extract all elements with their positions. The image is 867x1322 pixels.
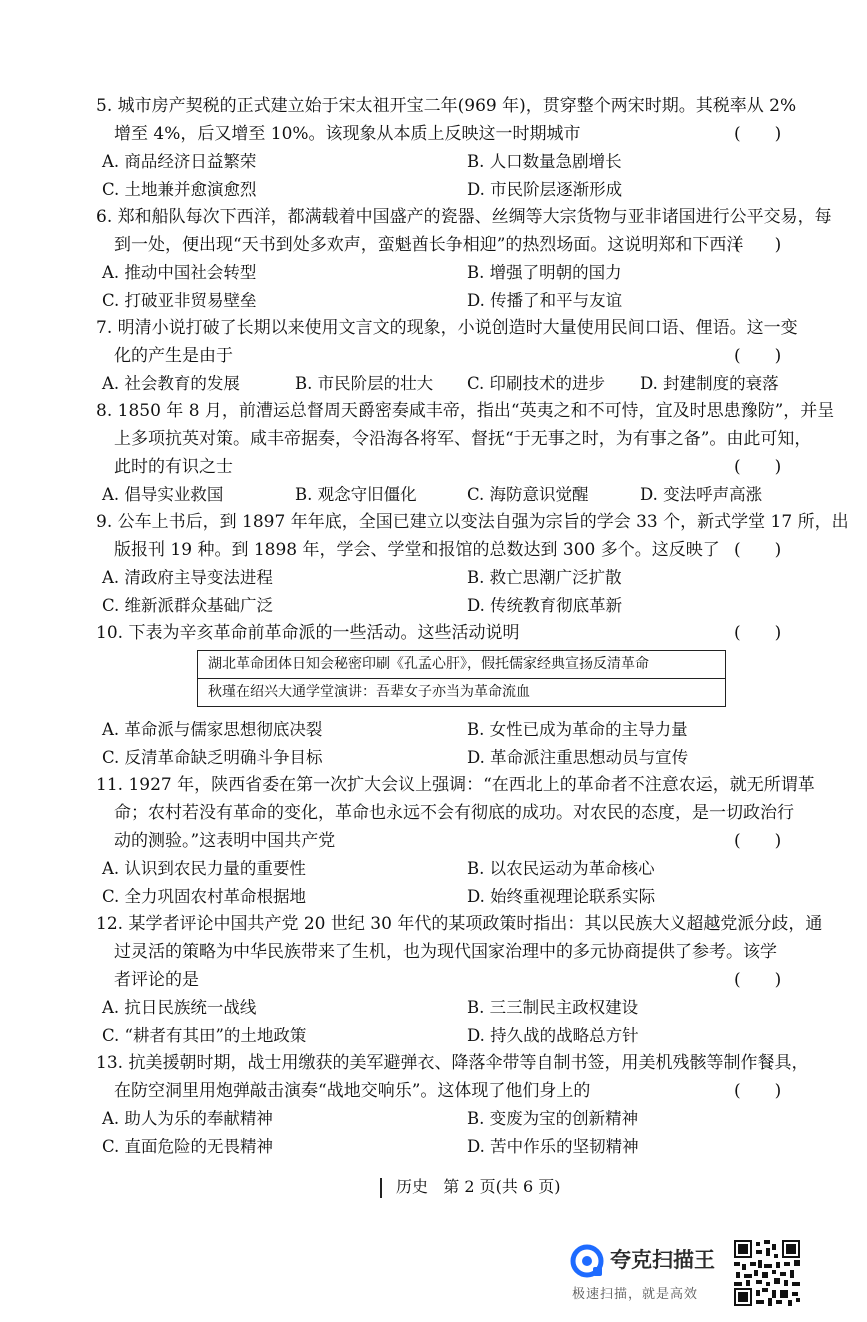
question-5-line-1: 5. 城市房产契税的正式建立始于宋太祖开宝二年(969 年)，贯穿整个两宋时期。其税率从 2%	[96, 96, 797, 116]
question-5-line-2: 增至 4%，后又增至 10%。该现象从本质上反映这一时期城市	[114, 124, 581, 144]
question-12-line-1: 12. 某学者评论中国共产党 20 世纪 30 年代的某项政策时指出：其以民族大义超越党派分歧，通	[96, 914, 823, 934]
option-a: A. 革命派与儒家思想彻底决裂	[102, 720, 323, 739]
option-d: D. 变法呼声高涨	[640, 485, 763, 504]
page-footer	[380, 1174, 560, 1198]
option-b: B. 三三制民主政权建设	[467, 998, 639, 1017]
option-b: B. 女性已成为革命的主导力量	[467, 720, 688, 739]
option-b: B. 增强了明朝的国力	[467, 263, 622, 282]
qr-code-icon	[734, 1240, 800, 1306]
question-7-line-1: 7. 明清小说打破了长期以来使用文言文的现象，小说创造时大量使用民间口语、俚语。这一变	[96, 318, 798, 338]
question-12-line-3: 者评论的是	[114, 970, 199, 990]
option-d: D. 始终重视理论联系实际	[467, 887, 656, 906]
answer-blank[interactable]: ( )	[734, 346, 782, 366]
question-13-line-2: 在防空洞里用炮弹敲击演奏“战地交响乐”。这体现了他们身上的	[114, 1081, 591, 1101]
option-d: D. 封建制度的衰落	[640, 374, 779, 393]
option-a: A. 推动中国社会转型	[102, 263, 257, 282]
question-8-line-2: 上多项抗英对策。咸丰帝据奏，令沿海各将军、督抚“于无事之时，为有事之备”。由此可知，	[114, 429, 812, 449]
option-a: A. 倡导实业救国	[102, 485, 224, 504]
question-11-line-3: 动的测验。”这表明中国共产党	[114, 831, 336, 851]
answer-blank[interactable]: ( )	[734, 831, 782, 851]
footer-subject: 历史	[396, 1177, 429, 1196]
option-d: D. 持久战的战略总方针	[467, 1026, 639, 1045]
option-d: D. 传播了和平与友谊	[467, 291, 623, 310]
scanner-slogan: 极速扫描，就是高效	[572, 1287, 699, 1302]
option-c: C. 维新派群众基础广泛	[102, 596, 274, 615]
option-a: A. 抗日民族统一战线	[102, 998, 257, 1017]
option-b: B. 观念守旧僵化	[295, 485, 417, 504]
question-6-line-2: 到一处，便出现“天书到处多欢声，蛮魁酋长争相迎”的热烈场面。这说明郑和下西洋	[114, 235, 744, 255]
question-7-line-2: 化的产生是由于	[114, 346, 233, 366]
table-row: 湖北革命团体日知会秘密印刷《孔孟心肝》，假托儒家经典宣扬反清革命	[208, 656, 649, 672]
option-c: C. 全力巩固农村革命根据地	[102, 887, 307, 906]
option-b: B. 变废为宝的创新精神	[467, 1109, 639, 1128]
option-a: A. 助人为乐的奉献精神	[102, 1109, 273, 1128]
scanner-watermark	[570, 1240, 730, 1300]
answer-blank[interactable]: ( )	[734, 623, 782, 643]
answer-blank[interactable]: ( )	[734, 457, 782, 477]
quark-logo-icon	[570, 1244, 604, 1278]
option-d: D. 革命派注重思想动员与宣传	[467, 748, 689, 767]
question-8-line-3: 此时的有识之士	[114, 457, 233, 477]
question-11-line-2: 命；农村若没有革命的变化，革命也永远不会有彻底的成功。对农民的态度，是一切政治行	[114, 803, 794, 823]
option-c: C. 土地兼并愈演愈烈	[102, 180, 257, 199]
footer-page-number: 第 2 页(共 6 页)	[443, 1177, 561, 1196]
option-d: D. 苦中作乐的坚韧精神	[467, 1137, 639, 1156]
answer-blank[interactable]: ( )	[734, 235, 782, 255]
answer-blank[interactable]: ( )	[734, 1081, 782, 1101]
option-b: B. 市民阶层的壮大	[295, 374, 434, 393]
option-c: C. 打破亚非贸易壁垒	[102, 291, 257, 310]
activities-table	[197, 650, 726, 707]
answer-blank[interactable]: ( )	[734, 540, 782, 560]
footer-divider	[380, 1178, 382, 1198]
question-8-line-1: 8. 1850 年 8 月，前漕运总督周天爵密奏咸丰帝，指出“英夷之和不可恃，宜及时思患豫防”，并呈	[96, 401, 835, 421]
option-b: B. 救亡思潮广泛扩散	[467, 568, 622, 587]
table-row: 秋瑾在绍兴大通学堂演讲：吾辈女子亦当为革命流血	[198, 678, 725, 706]
question-11-line-1: 11. 1927 年，陕西省委在第一次扩大会议上强调：“在西北上的革命者不注意农运，就无所谓革	[96, 775, 815, 795]
answer-blank[interactable]: ( )	[734, 124, 782, 144]
option-a: A. 商品经济日益繁荣	[102, 152, 257, 171]
option-c: C. 反清革命缺乏明确斗争目标	[102, 748, 323, 767]
option-c: C. 印刷技术的进步	[467, 374, 606, 393]
answer-blank[interactable]: ( )	[734, 970, 782, 990]
option-a: A. 清政府主导变法进程	[102, 568, 273, 587]
option-d: D. 市民阶层逐渐形成	[467, 180, 623, 199]
option-c: C. 直面危险的无畏精神	[102, 1137, 274, 1156]
question-12-line-2: 过灵活的策略为中华民族带来了生机，也为现代国家治理中的多元协商提供了参考。该学	[114, 942, 777, 962]
question-9-line-2: 版报刊 19 种。到 1898 年，学会、学堂和报馆的总数达到 300 多个。这反映了	[114, 540, 720, 560]
scanner-app-name: 夸克扫描王	[610, 1248, 715, 1272]
question-6-line-1: 6. 郑和船队每次下西洋，都满载着中国盛产的瓷器、丝绸等大宗货物与亚非诸国进行公平交易，每	[96, 207, 832, 227]
option-b: B. 以农民运动为革命核心	[467, 859, 655, 878]
option-c: C. “耕者有其田”的土地政策	[102, 1026, 307, 1045]
question-13-line-1: 13. 抗美援朝时期，战士用缴获的美军避弹衣、降落伞带等自制书签，用美机残骸等制作餐具，	[96, 1053, 809, 1073]
question-10-line-1: 10. 下表为辛亥革命前革命派的一些活动。这些活动说明	[96, 623, 520, 643]
option-c: C. 海防意识觉醒	[467, 485, 589, 504]
option-a: A. 认识到农民力量的重要性	[102, 859, 306, 878]
option-a: A. 社会教育的发展	[102, 374, 240, 393]
option-d: D. 传统教育彻底革新	[467, 596, 623, 615]
option-b: B. 人口数量急剧增长	[467, 152, 622, 171]
question-9-line-1: 9. 公车上书后，到 1897 年年底，全国已建立以变法自强为宗旨的学会 33 个，新式学堂 17 所，出	[96, 512, 849, 532]
